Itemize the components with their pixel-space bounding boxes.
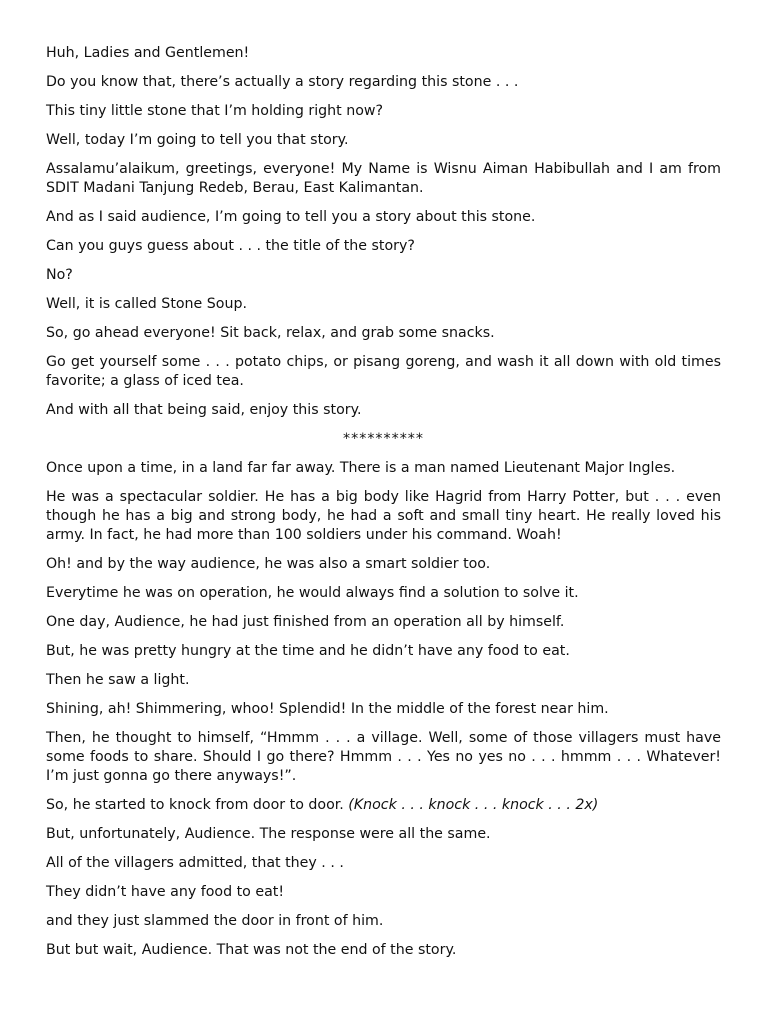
paragraph-knock-text: So, he started to knock from door to door. [46,797,349,813]
paragraph-villagers-admitted: All of the villagers admitted, that they . . . [46,855,344,871]
paragraph-sit-back: So, go ahead everyone! Sit back, relax, and grab some snacks. [46,325,495,341]
stage-direction: (Knock . . . knock . . . knock . . . 2x) [348,797,599,813]
paragraph-knock [46,796,721,815]
paragraph-response: But, unfortunately, Audience. The response were all the same. [46,826,491,842]
paragraph-one-day: One day, Audience, he had just finished from an operation all by himself. [46,614,565,630]
paragraph-story-about-stone: And as I said audience, I’m going to tell you a story about this stone. [46,209,536,225]
document-page [46,44,721,970]
paragraph-greeting: Huh, Ladies and Gentlemen! [46,45,250,61]
paragraph-story-question: Do you know that, there’s actually a story regarding this stone . . . [46,74,519,90]
paragraph-slammed: and they just slammed the door in front of him. [46,913,384,929]
paragraph-thought: Then, he thought to himself, “Hmmm . . . a village. Well, some of those villagers must have some foods to share. Should I go there? Hmmm . . . Yes no yes no . . . hmmm . . . Whatever! I’m just gonna go there anyways!”. [46,730,721,784]
paragraph-snacks: Go get yourself some . . . potato chips, or pisang goreng, and wash it all down with old times favorite; a glass of iced tea. [46,354,721,389]
paragraph-title-reveal: Well, it is called Stone Soup. [46,296,247,312]
paragraph-not-end: But but wait, Audience. That was not the end of the story. [46,942,457,958]
paragraph-no-food: They didn’t have any food to eat! [46,884,285,900]
paragraph-today-story: Well, today I’m going to tell you that story. [46,132,349,148]
paragraph-saw-light: Then he saw a light. [46,672,190,688]
paragraph-solution: Everytime he was on operation, he would always find a solution to solve it. [46,585,579,601]
paragraph-smart-soldier: Oh! and by the way audience, he was also a smart soldier too. [46,556,491,572]
paragraph-shining: Shining, ah! Shimmering, whoo! Splendid! In the middle of the forest near him. [46,701,609,717]
paragraph-guess-title: Can you guys guess about . . . the title of the story? [46,238,415,254]
paragraph-hungry: But, he was pretty hungry at the time and he didn’t have any food to eat. [46,643,570,659]
paragraph-no: No? [46,267,73,283]
section-divider: ********** [343,431,424,447]
paragraph-stone-holding: This tiny little stone that I’m holding right now? [46,103,384,119]
paragraph-soldier-description: He was a spectacular soldier. He has a big body like Hagrid from Harry Potter, but . . . even though he has a big and strong body, he had a soft and small tiny heart. He really loved his army. In fact, he had more than 100 soldiers under his command. Woah! [46,489,721,543]
paragraph-once-upon: Once upon a time, in a land far far away. There is a man named Lieutenant Major Ingles. [46,460,676,476]
paragraph-introduction: Assalamu’alaikum, greetings, everyone! My Name is Wisnu Aiman Habibullah and I am from SDIT Madani Tanjung Redeb, Berau, East Kalimantan. [46,161,721,196]
paragraph-enjoy: And with all that being said, enjoy this story. [46,402,362,418]
